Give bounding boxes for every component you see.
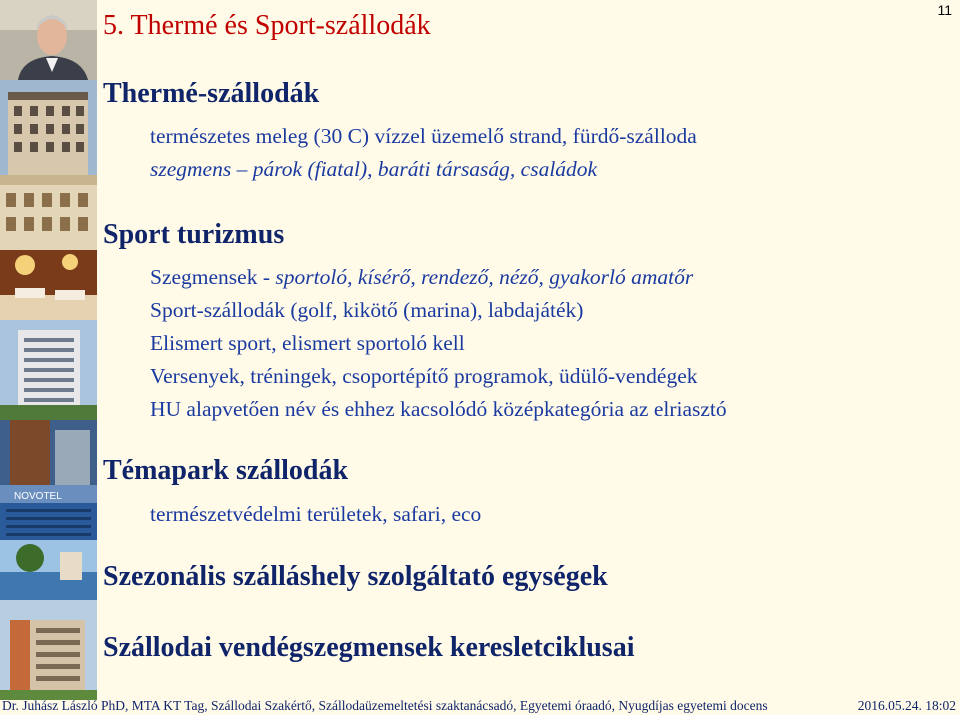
hotel-photo [0, 175, 97, 250]
photo-sidebar [0, 0, 97, 700]
therme-line-2 [150, 157, 597, 182]
seaside-photo [0, 540, 97, 600]
footer-date: 2016.05.24. 18:02 [857, 698, 956, 713]
slide-title: 5. Thermé és Sport-szállodák [103, 10, 431, 41]
footer-author: Dr. Juhász László PhD, MTA KT Tag, Szállodai Szakértő, Szállodaüzemeltetési szaktanácsadó, Egyetemi óraadó, Nyugdíjas egyetemi docens [2, 698, 768, 713]
author-portrait [0, 0, 97, 80]
section-heading-sport: Sport turizmus [103, 219, 285, 250]
section-heading-vendeg: Szállodai vendégszegmensek keresletciklusai [103, 632, 635, 663]
footer [0, 698, 960, 715]
therme-segment-text: szegmens – párok (fiatal), baráti társaság, családok [150, 157, 598, 181]
sport-segments-italic: sportoló, kísérő, rendező, néző, gyakorló amatőr [275, 265, 694, 289]
hotel-photo [0, 600, 97, 700]
sport-line-4: Versenyek, tréningek, csoportépítő programok, üdülő-vendégek [150, 364, 698, 388]
tema-line-1: természetvédelmi területek, safari, eco [150, 502, 482, 526]
sport-line-1-prefix: Szegmensek - [150, 265, 276, 289]
sport-line-5: HU alapvetően név és ehhez kacsolódó középkategória az elriasztó [150, 397, 727, 421]
hotel-photo [0, 420, 97, 485]
sport-line-3: Elismert sport, elismert sportoló kell [150, 331, 465, 355]
sport-line-2: Sport-szállodák (golf, kikötő (marina), labdajáték) [150, 298, 584, 322]
section-heading-szezonalis: Szezonális szálláshely szolgáltató egységek [103, 561, 608, 592]
hotel-photo [0, 80, 97, 175]
section-heading-therme: Thermé-szállodák [103, 78, 320, 109]
novotel-sign-text: NOVOTEL [14, 491, 62, 502]
therme-line-1: természetes meleg (30 C) vízzel üzemelő strand, fürdő-szálloda [150, 124, 697, 148]
novotel-sign-photo [0, 485, 97, 540]
sport-line-1 [150, 265, 693, 290]
section-heading-tema: Témapark szállodák [103, 455, 349, 486]
slide-number: 11 [937, 2, 952, 18]
hotel-photo [0, 320, 97, 420]
restaurant-photo [0, 250, 97, 320]
